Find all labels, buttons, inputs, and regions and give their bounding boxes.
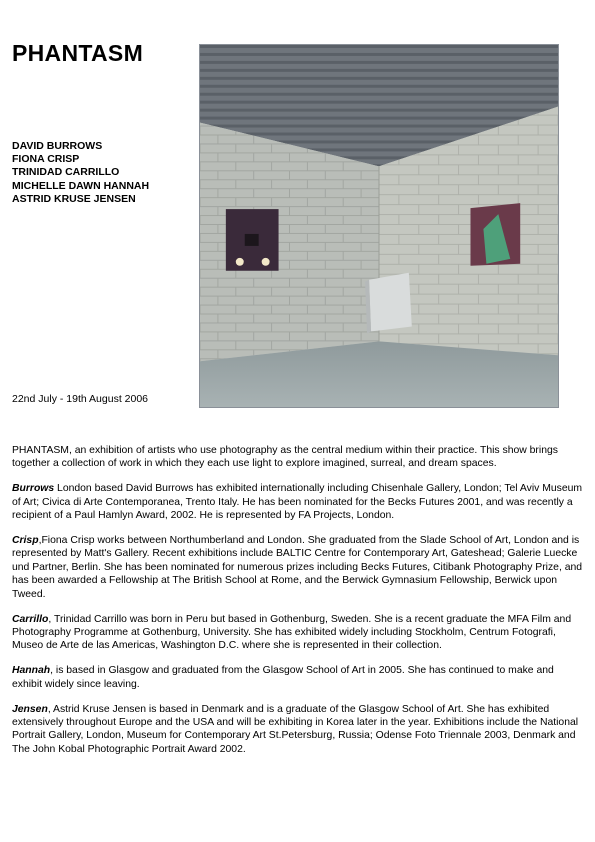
bio-text: , is based in Glasgow and graduated from the Glasgow School of Art in 2005. She has continued to make and exhibit widely since leaving. [12,665,554,690]
bio-text: , Trinidad Carrillo was born in Peru but based in Gothenburg, Sweden. She is a recent graduate the MFA Film and Photography Programme at Gothenburg, University. She has exhibited widely including Stockholm, Centrum Fotografi, Museo de Arte de las Americas, Washington D.C. where she is represented in their collection. [12,613,572,652]
bio-paragraph [12,482,584,522]
exhibition-description [12,444,584,768]
bio-text: , Astrid Kruse Jensen is based in Denmark and is a graduate of the Glasgow School of Art. She has exhibited extensively throughout Europe and the USA and will be exhibiting in Korea later in the year. Exhibitions include the National Portrait Gallery, London, Museum for Contemporary Art St.Petersburg, Russia; Odense Foto Triennale 2003, Denmark and The John Kobal Photographic Portrait Award 2002. [12,703,579,755]
gallery-installation-photo [199,44,559,408]
bio-paragraph [12,703,584,757]
artist-name: ASTRID KRUSE JENSEN [12,192,136,205]
artist-list [12,140,149,206]
bio-text: ,Fiona Crisp works between Northumberland and London. She graduated from the Slade School of Art, London and is represented by Matt's Gallery. Recent exhibitions include BALTIC Centre for Contemporary Art, Gateshead; Galerie Luecke und Partner, Berlin. She has been nominated for numerous prizes including Becks Futures, Citibank Photography Prize, and has been awarded a Fellowship at The British School at Rome, and the Berwick Gymnasium Fellowship, Berwick upon Tweed. [12,535,583,600]
exhibition-dates: 22nd July - 19th August 2006 [12,393,149,405]
exhibition-title: PHANTASM [12,40,144,66]
intro-paragraph: PHANTASM, an exhibition of artists who use photography as the central medium within their practice. This show brings together a collection of work in which they each use light to explore imagined, surreal, and dream spaces. [12,445,558,470]
artist-surname: Jensen [12,703,48,715]
bio-paragraph [12,664,584,691]
artist-name: DAVID BURROWS [12,140,103,152]
bio-paragraph [12,534,584,601]
artist-surname: Hannah [12,665,51,677]
artist-name: TRINIDAD CARRILLO [12,166,120,179]
bio-text: London based David Burrows has exhibited internationally including Chisenhale Gallery, London; Tel Aviv Museum of Art; Civica di Arte Contemporanea, Trento Italy. He has been nominated for the Becks Futures 2001, and was recently a recipient of a Paul Hamlyn Award, 2002. He is represented by FA Projects, London. [12,483,583,522]
gallery-room-illustration [200,45,558,407]
artist-name: FIONA CRISP [12,153,80,166]
artist-name: MICHELLE DAWN HANNAH [12,179,150,192]
artist-surname: Burrows [12,483,55,495]
artist-surname: Carrillo [12,613,49,625]
artist-surname: Crisp [12,535,39,547]
bio-paragraph [12,613,584,653]
